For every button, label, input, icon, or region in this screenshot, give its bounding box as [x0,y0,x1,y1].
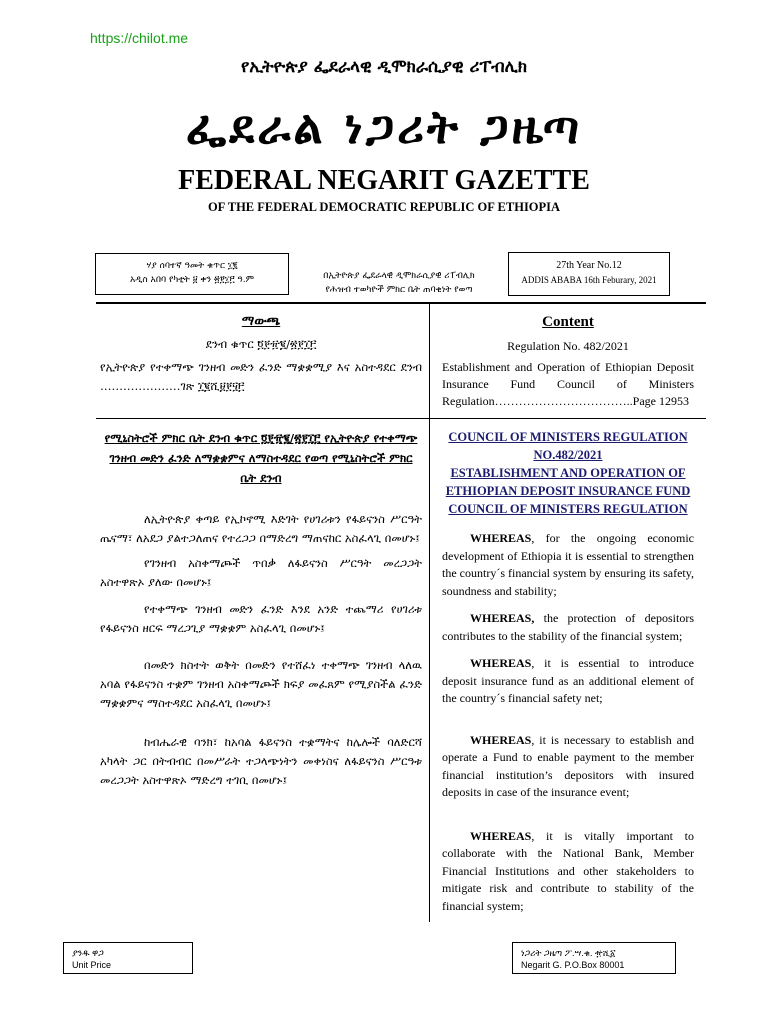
preamble-paragraph-5-english [442,828,694,916]
toc-heading-english: Content [542,314,594,330]
publisher-notice [296,269,502,297]
unit-price-box [63,942,193,974]
paragraph-text: , it is essential to introduce deposit insurance fund as an additional element of the country´s financial safety net; [442,656,694,705]
toc-entry-amharic[interactable]: የኢትዮጵያ የተቀማጭ ገንዘብ መድን ፈንድ ማቋቋሚያ እና አስተዳደር ደንብ …………………ገጽ ፲፪ሺ፱፻፶፫ [100,360,422,393]
preamble-paragraph-3-english [442,655,694,708]
preamble-paragraph-1-amharic: ለኢትዮጵያ ቀጣይ የኢኮኖሚ እድገት የሀገሪቱን የፋይናንስ ሥርዓት ጤናማ፣ ለአደጋ ያልተጋለጠና የተረጋጋ በማድረግ ማጠናከር አስፈላጊ በመሆኑ፤ [100,512,422,545]
issue-info-english [508,252,670,296]
source-url[interactable]: https://chilot.me [90,30,189,46]
column-divider [429,302,430,922]
republic-title-english: OF THE FEDERAL DEMOCRATIC REPUBLIC OF ETHIOPIA [207,200,561,214]
regulation-title-line-1: COUNCIL OF MINISTERS REGULATION NO.482/2021 [448,430,688,462]
issue-info-amharic [95,253,289,295]
regulation-title-line-2: ESTABLISHMENT AND OPERATION OF ETHIOPIAN DEPOSIT INSURANCE FUND COUNCIL OF MINISTERS REGULATION [445,466,691,516]
preamble-paragraph-2-amharic: የገንዘብ አስቀማጮች ጥበቃ ለፋይናንስ ሥርዓት መረጋጋት አስተዋጽኦ ያለው በመሆኑ፤ [100,556,422,589]
preamble-paragraph-2-english [442,610,694,645]
issue-year-number-english: 27th Year No.12 [556,260,622,271]
paragraph-text: , it is necessary to establish and operate a Fund to enable payment to the member financial institution’s depositors with insured deposits in case of the insurance event; [442,732,694,799]
whereas-label: WHEREAS [470,531,532,545]
issue-date-english: ADDIS ABABA 16th Feburary, 2021 [521,275,657,285]
whereas-label: WHEREAS [470,732,532,747]
toc-heading-amharic: ማውጫ [241,314,281,329]
po-box-amharic: ነጋሪት ጋዜጣ ፖ.ሣ.ቁ. ፹ሺ፩ [521,948,616,958]
toc-amharic [100,314,422,396]
republic-title-amharic: የኢትዮጵያ ፌደራላዊ ዲሞክራሲያዊ ሪፐብሊክ [240,57,528,77]
publisher-line-2: የሕዝብ ተወካዮች ምክር ቤት ጠባቂነት የወጣ [325,285,473,295]
unit-price-label-amharic: ያንዱ ዋጋ [72,948,104,958]
preamble-paragraph-5-amharic: ከብሔራዊ ባንክ፣ ከአባል ፋይናንስ ተቋማትና ከሌሎች ባለድርሻ አካላት ጋር በትብብር በመሥራት ተጋላጭነትን መቀነስና ለፋይናንስ ሥርዓቱ መረጋጋት አስተዋጽኦ ማድረግ ተገቢ በመሆኑ፤ [100,735,422,787]
whereas-label: WHEREAS, [470,611,535,625]
regulation-body-english [442,428,694,915]
gazette-title-amharic: ፌደራል ነጋሪት ጋዜጣ [185,100,583,154]
paragraph-text: , it is vitally important to collaborate with the National Bank, Member Financial Institutions and other stakeholders to mitigate risk and contribute to stability of the financial system; [442,828,694,913]
issue-date-amharic: አዲስ አበባ የካቲት ፱ ቀን ፳፻፲፫ ዓ.ም [130,275,254,285]
po-box-info [512,942,676,974]
unit-price-label-english: Unit Price [72,960,112,970]
toc-regulation-number-amharic: ደንብ ቁጥር ፬፻፹፪/፳፻፲፫ [205,337,317,351]
regulation-body-amharic [100,428,422,790]
header-rule [96,302,706,304]
paragraph-text: the protection of depositors contributes to the stability of the financial system; [442,611,694,643]
po-box-english: Negarit G. P.O.Box 80001 [521,960,625,970]
preamble-paragraph-4-amharic: በመድን ክስተት ወቅት በመድን የተሸፈነ ተቀማጭ ገንዘብ ላለዉ አባል የፋይናንስ ተቋም ገንዘብ አስቀማጮች ክፍያ መፈጸም የሚያስችል ፈንድ ማቋቋምና ማስተዳደር አስፈላጊ በመሆኑ፤ [100,658,422,710]
whereas-label: WHEREAS [470,656,532,670]
whereas-label: WHEREAS [470,828,532,843]
preamble-paragraph-1-english [442,530,694,600]
regulation-title-amharic: የሚኒስትሮች ምክር ቤት ደንብ ቁጥር ፬፻፹፪/፳፻፲፫ የኢትዮጵያ የተቀማጭ ገንዘብ መድን ፈንድ ለማቋቋምና ለማስተዳደር የወጣ የሚኒስትሮች ምክር ቤት ደንብ [104,431,418,485]
issue-year-number-amharic: ሃያ ሰባተኛ ዓመት ቁጥር ፲፪ [146,261,238,271]
preamble-paragraph-3-amharic: የተቀማጭ ገንዘብ መድን ፈንድ እንደ አንድ ተጨማሪ የሀገሪቱ የፋይናንስ ዘርፍ ማረጋጊያ ማቋቋም አስፈላጊ በመሆኑ፤ [100,602,422,635]
preamble-paragraph-4-english [442,732,694,802]
toc-english [442,314,694,410]
toc-entry-english[interactable]: Establishment and Operation of Ethiopian Deposit Insurance Fund Council of Ministers Regulation……………………………..Page 12953 [442,360,694,408]
publisher-line-1: በኢትዮጵያ ፌደራላዊ ዲሞክራሲያዊ ሪፐብሊክ [323,271,475,281]
paragraph-text: , for the ongoing economic development of Ethiopia it is essential to strengthen the country´s financial system by ensuring its safety, soundness and stability; [442,531,694,598]
gazette-title-english: FEDERAL NEGARIT GAZETTE [178,165,590,196]
toc-rule [96,418,706,419]
toc-regulation-number-english: Regulation No. 482/2021 [507,339,629,353]
